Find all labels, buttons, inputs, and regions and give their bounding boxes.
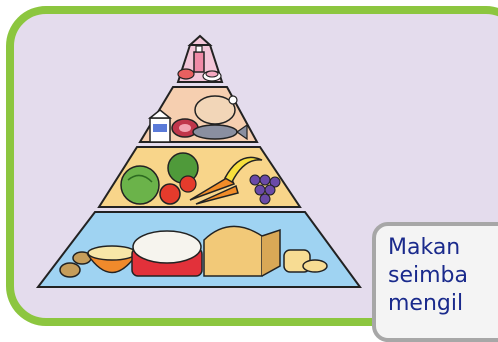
caption-box (372, 222, 498, 342)
bread-loaf-icon (204, 226, 280, 276)
caption-line-3: mengil (388, 291, 464, 316)
caption-line-2: seimba (388, 263, 468, 288)
caption-line-1: Makan (388, 235, 461, 260)
oil-bottle-icon (194, 46, 204, 72)
rice-tray-icon (132, 231, 202, 276)
milk-carton-icon (150, 110, 170, 142)
